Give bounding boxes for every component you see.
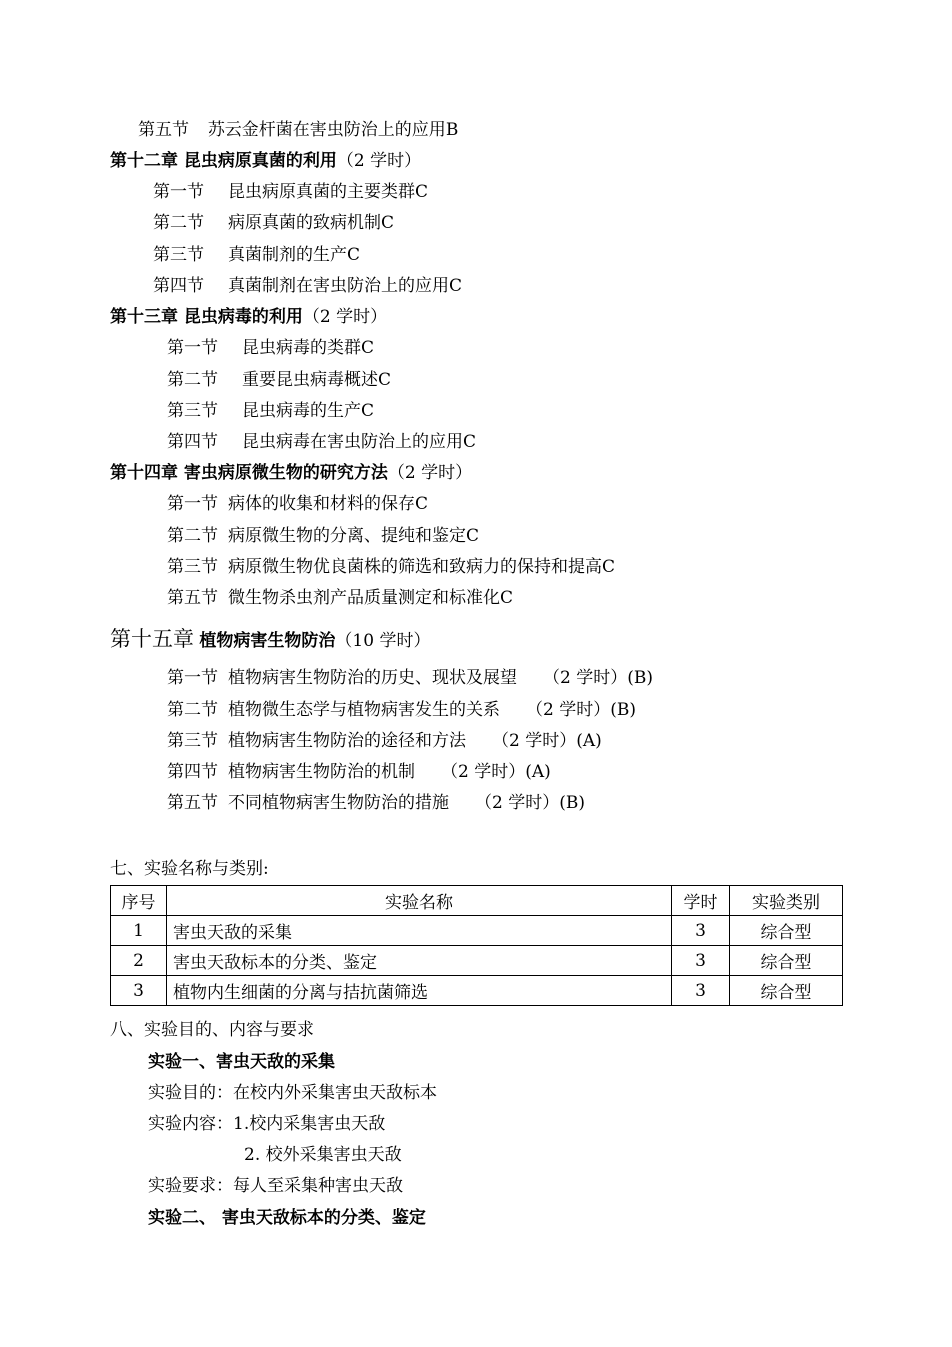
experiment-content: 实验内容：1.校内采集害虫天敌 <box>148 1114 386 1134</box>
section-grade: C <box>361 401 375 421</box>
section-number: 第四节 <box>167 432 218 452</box>
section-number: 第五节 <box>138 120 189 140</box>
table-cell: 植物内生细菌的分离与拮抗菌筛选 <box>167 976 672 1006</box>
section-number: 第四节 <box>153 276 204 296</box>
section-number: 第二节 <box>167 700 218 720</box>
table-cell: 2 <box>111 946 167 976</box>
section-line <box>167 586 513 610</box>
chapter-hours: （2 学时） <box>302 307 388 327</box>
section-line <box>167 729 602 753</box>
section-line <box>153 180 428 204</box>
column-header: 实验名称 <box>167 886 672 916</box>
section-hours: （2 学时）(B) <box>475 793 585 813</box>
section-number: 第一节 <box>167 494 218 514</box>
section-title: 植物病害生物防治的历史、现状及展望 <box>228 668 517 688</box>
section-title: 昆虫病原真菌的主要类群 <box>228 182 415 202</box>
column-header: 序号 <box>111 886 167 916</box>
experiment-requirement: 实验要求：每人至采集种害虫天敌 <box>148 1176 403 1196</box>
section-title: 昆虫病毒的类群 <box>242 338 361 358</box>
section-title: 植物病害生物防治的机制 <box>228 762 415 782</box>
section-line <box>167 430 476 454</box>
section-number: 第一节 <box>167 668 218 688</box>
section-number: 第三节 <box>153 245 204 265</box>
section-title: 真菌制剂在害虫防治上的应用 <box>228 276 449 296</box>
table-cell: 3 <box>672 946 730 976</box>
section-number: 第四节 <box>167 762 218 782</box>
table-cell: 1 <box>111 916 167 946</box>
chapter-heading <box>110 624 430 654</box>
section-title: 真菌制剂的生产 <box>228 245 347 265</box>
chapter-heading <box>110 305 387 329</box>
section-grade: C <box>347 245 361 265</box>
table-row <box>111 916 843 946</box>
section-title: 不同植物病害生物防治的措施 <box>228 793 449 813</box>
chapter-hours: （10 学时） <box>335 631 431 651</box>
table-cell: 3 <box>672 976 730 1006</box>
section-number: 第五节 <box>167 588 218 608</box>
chapter-title: 第十三章 昆虫病毒的利用 <box>110 307 303 327</box>
section-title: 病原真菌的致病机制 <box>228 213 381 233</box>
section-hours: （2 学时）(A) <box>492 731 602 751</box>
section-title: 病原微生物优良菌株的筛选和致病力的保持和提高 <box>228 557 602 577</box>
section-hours: （2 学时）(B) <box>526 700 636 720</box>
section-line <box>167 492 428 516</box>
table-cell: 综合型 <box>730 916 843 946</box>
experiment-title: 实验二、 害虫天敌标本的分类、鉴定 <box>148 1208 426 1228</box>
chapter-title: 第十四章 害虫病原微生物的研究方法 <box>110 463 388 483</box>
table-cell: 3 <box>111 976 167 1006</box>
table-cell: 3 <box>672 916 730 946</box>
column-header: 学时 <box>672 886 730 916</box>
section-grade: C <box>381 213 395 233</box>
section-title: 昆虫病毒在害虫防治上的应用 <box>242 432 463 452</box>
section-grade: C <box>378 370 392 390</box>
section-hours: （2 学时）(A) <box>441 762 551 782</box>
section-grade: C <box>602 557 616 577</box>
table-cell: 综合型 <box>730 976 843 1006</box>
section-number: 第一节 <box>153 182 204 202</box>
section-grade: C <box>463 432 477 452</box>
section-line <box>153 243 360 267</box>
section-line <box>167 555 615 579</box>
chapter-hours: （2 学时） <box>387 463 473 483</box>
section-title: 植物病害生物防治的途径和方法 <box>228 731 466 751</box>
section-grade: C <box>415 494 429 514</box>
section-line <box>167 336 374 360</box>
section-title: 病体的收集和材料的保存 <box>228 494 415 514</box>
chapter-title: 植物病害生物防治 <box>199 631 336 651</box>
table-row <box>111 946 843 976</box>
section-line <box>167 666 653 690</box>
section-title: 病原微生物的分离、提纯和鉴定 <box>228 526 466 546</box>
section-grade: B <box>445 120 459 140</box>
experiment-purpose: 实验目的：在校内外采集害虫天敌标本 <box>148 1083 437 1103</box>
table-row <box>111 976 843 1006</box>
section-line <box>153 274 462 298</box>
experiment-title: 实验一、害虫天敌的采集 <box>148 1052 335 1072</box>
section-grade: C <box>466 526 480 546</box>
section-grade: C <box>449 276 463 296</box>
section-number: 第三节 <box>167 557 218 577</box>
section-line <box>167 368 391 392</box>
section-grade: C <box>415 182 429 202</box>
chapter-heading <box>110 461 472 485</box>
section-title: 苏云金杆菌在害虫防治上的应用 <box>207 120 446 140</box>
section-grade: C <box>361 338 375 358</box>
section-heading-8: 八、实验目的、内容与要求 <box>110 1020 314 1040</box>
table-cell: 害虫天敌标本的分类、鉴定 <box>167 946 672 976</box>
chapter-heading <box>110 149 421 173</box>
section-line <box>167 524 479 548</box>
column-header: 实验类别 <box>730 886 843 916</box>
section-title: 植物微生态学与植物病害发生的关系 <box>228 700 500 720</box>
experiment-table <box>110 885 843 1006</box>
section-number: 第三节 <box>167 401 218 421</box>
section-line <box>167 791 585 815</box>
chapter-hours: （2 学时） <box>336 151 422 171</box>
table-header-row <box>111 886 843 916</box>
table-cell: 综合型 <box>730 946 843 976</box>
section-number: 第二节 <box>167 526 218 546</box>
section-heading-7: 七、实验名称与类别: <box>110 859 269 879</box>
section-line <box>167 698 636 722</box>
section-line <box>167 399 374 423</box>
section-title: 重要昆虫病毒概述 <box>242 370 378 390</box>
section-number: 第一节 <box>167 338 218 358</box>
experiment-content: 2. 校外采集害虫天敌 <box>244 1145 402 1165</box>
section-line <box>153 211 394 235</box>
section-grade: C <box>500 588 514 608</box>
table-cell: 害虫天敌的采集 <box>167 916 672 946</box>
section-hours: （2 学时）(B) <box>543 668 653 688</box>
chapter-title: 第十二章 昆虫病原真菌的利用 <box>110 151 337 171</box>
section-number: 第二节 <box>153 213 204 233</box>
section-number: 第二节 <box>167 370 218 390</box>
section-number: 第五节 <box>167 793 218 813</box>
section-number: 第三节 <box>167 731 218 751</box>
section-title: 昆虫病毒的生产 <box>242 401 361 421</box>
chapter-number: 第十五章 <box>110 627 194 651</box>
section-title: 微生物杀虫剂产品质量测定和标准化 <box>228 588 500 608</box>
section-line <box>138 118 458 142</box>
section-line <box>167 760 551 784</box>
